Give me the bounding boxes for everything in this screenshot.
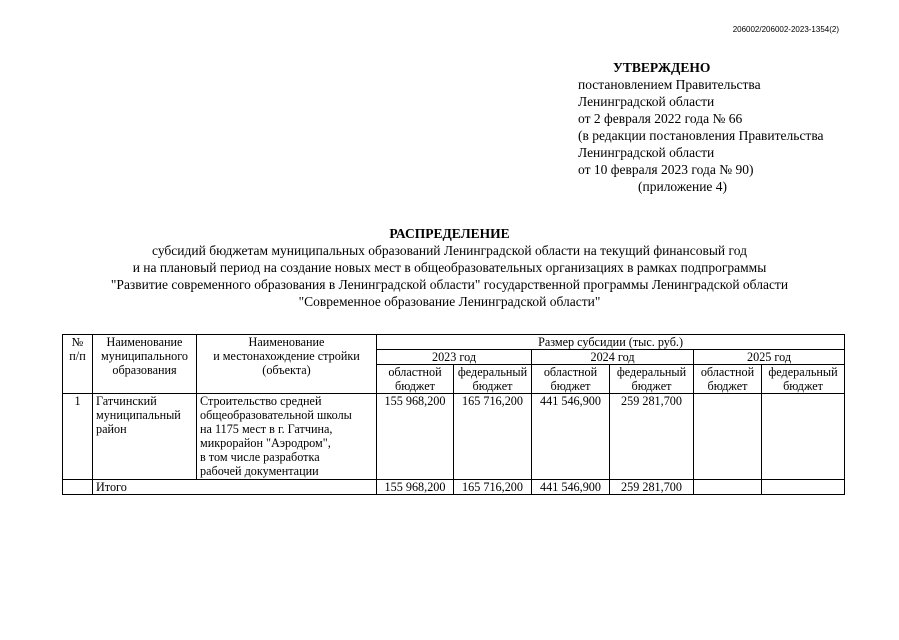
header-num: № п/п [63, 335, 93, 394]
heading-line: "Развитие современного образования в Ленинградской области" государственной программы Ленинградской области [110, 277, 789, 292]
header-subsidy: Размер субсидии (тыс. руб.) [377, 335, 845, 350]
total-num [63, 480, 93, 495]
subsidy-table [62, 334, 845, 495]
row-value: 165 716,200 [454, 394, 532, 480]
row-municipality: Гатчинский муниципальный район [93, 394, 197, 480]
header-municipality: Наименование муниципального образования [93, 335, 197, 394]
heading-line: и на плановый период на создание новых мест в общеобразовательных организациях в рамках подпрограммы [132, 260, 767, 275]
total-value [762, 480, 845, 495]
header-year: 2023 год [377, 350, 532, 365]
header-regional: областной бюджет [532, 365, 610, 394]
total-label: Итого [93, 480, 377, 495]
header-row [63, 335, 845, 350]
header-federal: федеральный бюджет [610, 365, 694, 394]
approval-block [578, 59, 824, 195]
heading-line: субсидий бюджетам муниципальных образований Ленинградской области на текущий финансовый год [152, 243, 747, 258]
total-value [694, 480, 762, 495]
row-value [762, 394, 845, 480]
row-value [694, 394, 762, 480]
heading-title: РАСПРЕДЕЛЕНИЕ [389, 226, 510, 241]
approval-line: Ленинградской области [578, 145, 715, 160]
header-year: 2025 год [694, 350, 845, 365]
total-value: 259 281,700 [610, 480, 694, 495]
row-value: 259 281,700 [610, 394, 694, 480]
approval-line: Ленинградской области [578, 94, 715, 109]
table-row [63, 394, 845, 480]
total-row [63, 480, 845, 495]
total-value: 155 968,200 [377, 480, 454, 495]
header-regional: областной бюджет [377, 365, 454, 394]
heading-line: "Современное образование Ленинградской области" [298, 294, 601, 309]
document-heading [0, 225, 899, 310]
approval-line: от 2 февраля 2022 года № 66 [578, 111, 743, 126]
header-federal: федеральный бюджет [762, 365, 845, 394]
document-id: 206002/206002-2023-1354(2) [732, 25, 839, 34]
approval-line: (в редакции постановления Правительства [578, 128, 824, 143]
header-federal: федеральный бюджет [454, 365, 532, 394]
header-regional: областной бюджет [694, 365, 762, 394]
approval-line: от 10 февраля 2023 года № 90) [578, 162, 754, 177]
row-value: 155 968,200 [377, 394, 454, 480]
total-value: 165 716,200 [454, 480, 532, 495]
approval-title: УТВЕРЖДЕНО [613, 60, 711, 75]
header-object: Наименование и местонахождение стройки (объекта) [197, 335, 377, 394]
row-num: 1 [63, 394, 93, 480]
total-value: 441 546,900 [532, 480, 610, 495]
approval-appendix: (приложение 4) [638, 179, 728, 194]
approval-line: постановлением Правительства [578, 77, 761, 92]
row-value: 441 546,900 [532, 394, 610, 480]
row-object: Строительство средней общеобразовательной школы на 1175 мест в г. Гатчина, микрорайон "Аэродром", в том числе разработка рабочей документации [197, 394, 377, 480]
header-year: 2024 год [532, 350, 694, 365]
